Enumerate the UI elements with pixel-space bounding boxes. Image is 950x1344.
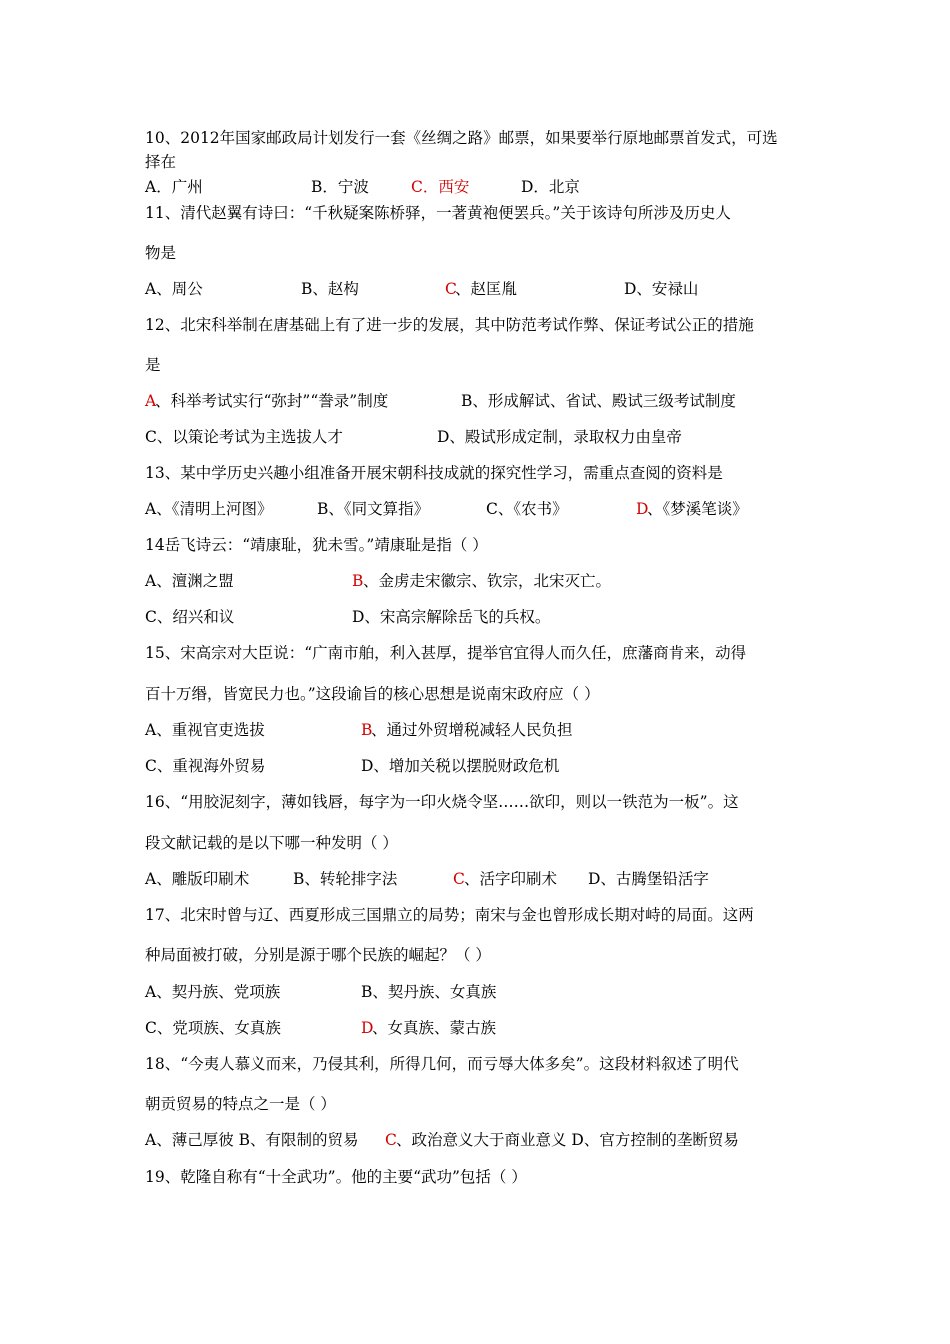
question-11-option-c-letter: C (445, 280, 457, 298)
question-17-stem-line-1: 17、北宋时曾与辽、西夏形成三国鼎立的局势；南宋与金也曾形成长期对峙的局面。这两 (145, 906, 754, 924)
question-14-option-d: D、宋高宗解除岳飞的兵权。 (352, 608, 551, 626)
question-10-option-a: A．广州 (145, 178, 203, 196)
question-10-option-b: B．宁波 (311, 178, 369, 196)
question-12-option-b: B、形成解试、省试、殿试三级考试制度 (461, 392, 736, 410)
question-14-option-b-letter: B (352, 572, 364, 590)
question-10-option-d: D．北京 (521, 178, 580, 196)
question-13-stem-line-1: 13、某中学历史兴趣小组准备开展宋朝科技成就的探究性学习，需重点查阅的资料是 (145, 464, 723, 482)
question-19-stem-line-1: 19、乾隆自称有“十全武功”。他的主要“武功”包括（ ） (145, 1168, 527, 1186)
question-11-option-d: D、安禄山 (624, 280, 699, 298)
question-15-stem-line-1: 15、宋高宗对大臣说：“广南市舶，利入甚厚，提举官宜得人而久任，庶藩商肯来，动得 (145, 644, 747, 662)
question-14-option-c: C、绍兴和议 (145, 608, 235, 626)
question-14-option-b-text: 、金虏走宋徽宗、钦宗，北宋灭亡。 (363, 572, 612, 590)
question-11-stem-line-2: 物是 (145, 244, 177, 262)
question-10-stem-line-1: 10、2012年国家邮政局计划发行一套《丝绸之路》邮票，如果要举行原地邮票首发式，可选 (145, 129, 778, 147)
question-16-option-d: D、古腾堡铅活字 (588, 870, 709, 888)
question-13-option-d-letter: D (636, 500, 649, 518)
question-15-option-b-letter: B (361, 721, 373, 739)
question-16-option-a: A、雕版印刷术 (145, 870, 250, 888)
question-18-option-a-b: A、薄己厚彼 B、有限制的贸易 (145, 1131, 359, 1149)
question-10-option-c-answer: C．西安 (411, 178, 470, 196)
question-18-stem-line-2: 朝贡贸易的特点之一是（ ） (145, 1095, 336, 1113)
question-13-option-b: B、《同文算指》 (317, 500, 430, 518)
question-15-option-b-text: 、通过外贸增税减轻人民负担 (371, 721, 573, 739)
question-11-option-b: B、赵构 (301, 280, 359, 298)
question-17-option-d-text: 、女真族、蒙古族 (372, 1019, 497, 1037)
question-15-option-c: C、重视海外贸易 (145, 757, 266, 775)
question-15-option-a: A、重视官吏选拔 (145, 721, 265, 739)
question-11-option-a: A、周公 (145, 280, 203, 298)
question-13-option-c: C、《农书》 (486, 500, 568, 518)
question-10-stem-line-2: 择在 (145, 153, 177, 171)
question-11-option-c-text: 、赵匡胤 (455, 280, 518, 298)
question-17-option-a: A、契丹族、党项族 (145, 983, 281, 1001)
question-17-stem-line-2: 种局面被打破，分别是源于哪个民族的崛起？（ ） (145, 946, 491, 964)
question-17-option-c: C、党项族、女真族 (145, 1019, 281, 1037)
question-12-option-a-letter: A (145, 392, 157, 410)
question-12-stem-line-1: 12、北宋科举制在唐基础上有了进一步的发展，其中防范考试作弊、保证考试公正的措施 (145, 316, 754, 334)
question-12-option-c: C、以策论考试为主选拔人才 (145, 428, 343, 446)
question-13-option-a: A、《清明上河图》 (145, 500, 273, 518)
question-12-stem-line-2: 是 (145, 356, 161, 374)
question-12-option-a-text: 、科举考试实行“弥封”“誊录”制度 (155, 392, 389, 410)
question-16-option-b: B、转轮排字法 (293, 870, 398, 888)
question-18-stem-line-1: 18、“今夷人慕义而来，乃侵其利，所得几何，而亏辱大体多矣”。这段材料叙述了明代 (145, 1055, 739, 1073)
question-18-option-c-d-text: 、政治意义大于商业意义 D、官方控制的垄断贸易 (396, 1131, 739, 1149)
question-14-option-a: A、澶渊之盟 (145, 572, 234, 590)
question-16-stem-line-1: 16、“用胶泥刻字，薄如钱唇，每字为一印火烧令坚……欲印，则以一铁范为一板”。这 (145, 793, 739, 811)
question-11-stem-line-1: 11、清代赵翼有诗曰：“千秋疑案陈桥驿，一著黄袍便罢兵。”关于该诗句所涉及历史人 (145, 204, 731, 222)
question-16-stem-line-2: 段文献记载的是以下哪一种发明（ ） (145, 834, 398, 852)
question-14-stem-line-1: 14岳飞诗云：“靖康耻，犹未雪。”靖康耻是指（ ） (145, 536, 488, 554)
question-13-option-d-text: 、《梦溪笔谈》 (647, 500, 748, 518)
question-18-option-c-letter: C (385, 1131, 397, 1149)
question-17-option-d-letter: D (361, 1019, 374, 1037)
question-12-option-d: D、殿试形成定制，录取权力由皇帝 (437, 428, 682, 446)
question-15-stem-line-2: 百十万缗，皆宽民力也。”这段谕旨的核心思想是说南宋政府应（ ） (145, 685, 600, 703)
question-16-option-c-letter: C (453, 870, 465, 888)
question-16-option-c-text: 、活字印刷术 (464, 870, 558, 888)
question-15-option-d: D、增加关税以摆脱财政危机 (361, 757, 560, 775)
question-17-option-b: B、契丹族、女真族 (361, 983, 497, 1001)
